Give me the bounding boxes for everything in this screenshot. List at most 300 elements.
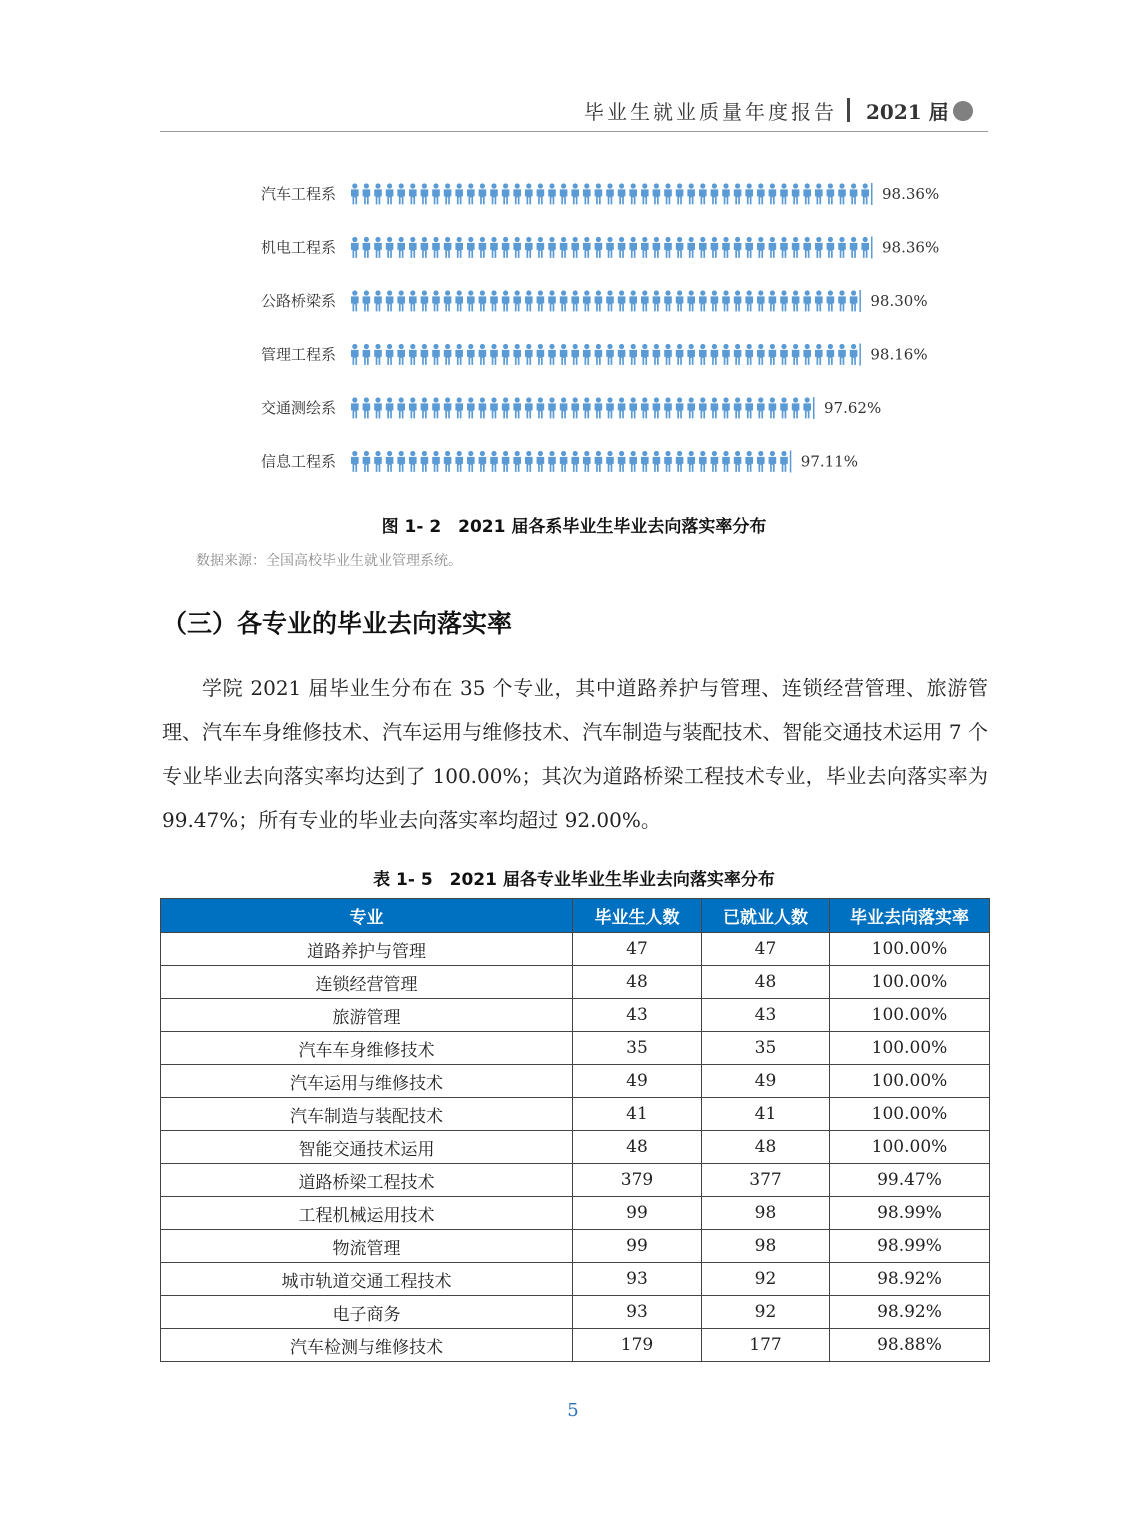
person-icon — [432, 397, 440, 418]
report-title: 毕业生就业质量年度报告 — [584, 100, 837, 124]
person-icon — [850, 183, 858, 204]
person-icon — [687, 237, 695, 258]
cell-graduates: 93 — [573, 1296, 702, 1329]
person-icon — [780, 397, 788, 418]
person-icon — [676, 344, 684, 365]
cell-rate: 100.00% — [830, 1032, 990, 1065]
person-icon — [409, 451, 417, 472]
person-icon — [780, 344, 788, 365]
person-icon — [363, 344, 371, 365]
cell-rate: 100.00% — [830, 933, 990, 966]
person-icon — [722, 344, 730, 365]
person-icon — [722, 397, 730, 418]
person-icon — [374, 397, 382, 418]
person-icon — [525, 397, 533, 418]
person-icon — [664, 183, 672, 204]
person-icon — [792, 237, 800, 258]
person-icon — [479, 344, 487, 365]
person-icon — [363, 397, 371, 418]
person-icon — [479, 451, 487, 472]
person-icon — [687, 451, 695, 472]
person-icon — [548, 237, 556, 258]
person-icon — [734, 290, 742, 311]
person-icon — [560, 290, 568, 311]
person-icon — [560, 451, 568, 472]
person-icon — [502, 397, 510, 418]
person-icon — [351, 290, 359, 311]
person-icon — [629, 451, 637, 472]
person-icon — [664, 344, 672, 365]
person-icon — [479, 183, 487, 204]
person-icon — [432, 183, 440, 204]
person-icon — [606, 290, 614, 311]
category-label: 管理工程系 — [260, 345, 336, 364]
person-icon — [571, 397, 579, 418]
person-icon — [537, 397, 545, 418]
person-icon — [792, 290, 800, 311]
person-icon — [722, 183, 730, 204]
person-icon — [386, 290, 394, 311]
table-row — [161, 1197, 990, 1230]
category-label: 机电工程系 — [260, 238, 336, 257]
person-icon — [490, 344, 498, 365]
cell-major: 城市轨道交通工程技术 — [161, 1263, 573, 1296]
person-icon — [641, 290, 649, 311]
person-icon — [397, 290, 405, 311]
person-icon — [861, 183, 869, 204]
person-icon — [583, 451, 591, 472]
person-icon — [734, 397, 742, 418]
value-label: 98.30% — [870, 292, 928, 310]
cell-major: 旅游管理 — [161, 999, 573, 1032]
person-icon — [537, 344, 545, 365]
cell-employed: 98 — [702, 1230, 830, 1263]
cell-rate: 99.47% — [830, 1164, 990, 1197]
person-icon — [537, 290, 545, 311]
pictogram-bar — [351, 344, 857, 365]
person-icon — [455, 344, 463, 365]
person-icon — [421, 397, 429, 418]
person-icon — [780, 290, 788, 311]
pictogram-bar — [351, 183, 869, 204]
cell-employed: 92 — [702, 1296, 830, 1329]
person-icon — [711, 397, 719, 418]
cell-employed: 177 — [702, 1329, 830, 1362]
person-icon — [583, 397, 591, 418]
person-icon — [641, 183, 649, 204]
person-icon — [838, 183, 846, 204]
person-icon — [653, 344, 661, 365]
person-icon — [548, 183, 556, 204]
cell-major: 物流管理 — [161, 1230, 573, 1263]
report-year: 2021 届 — [866, 100, 949, 124]
person-icon — [432, 344, 440, 365]
person-icon — [548, 344, 556, 365]
person-icon — [363, 237, 371, 258]
body-paragraph: 学院 2021 届毕业生分布在 35 个专业，其中道路养护与管理、连锁经营管理、旅游管理、汽车车身维修技术、汽车运用与维修技术、汽车制造与装配技术、智能交通技术运用 7 个专业毕业去向落实率均达到了 100.00%；其次为道路桥梁工程技术专业，毕业去向落实率为 99.47%；所有专业的毕业去向落实率均超过 92.00%。 — [162, 676, 988, 832]
person-icon — [351, 451, 359, 472]
cell-rate: 98.92% — [830, 1263, 990, 1296]
person-icon — [525, 183, 533, 204]
person-icon — [757, 183, 765, 204]
person-icon — [467, 183, 475, 204]
person-icon — [606, 344, 614, 365]
person-icon — [444, 344, 452, 365]
table-header-row — [161, 899, 990, 933]
person-icon — [595, 237, 603, 258]
person-icon — [618, 237, 626, 258]
person-icon — [745, 451, 753, 472]
person-icon — [711, 344, 719, 365]
person-icon — [467, 344, 475, 365]
cell-major: 汽车检测与维修技术 — [161, 1329, 573, 1362]
header-employed: 已就业人数 — [702, 899, 830, 933]
person-icon — [374, 290, 382, 311]
person-icon — [792, 397, 800, 418]
cell-rate: 98.99% — [830, 1197, 990, 1230]
person-icon — [769, 183, 777, 204]
section-heading: （三）各专业的毕业去向落实率 — [162, 609, 513, 638]
bar-end-marker — [871, 237, 873, 259]
person-icon — [653, 397, 661, 418]
person-icon — [803, 237, 811, 258]
person-icon — [699, 397, 707, 418]
header-dot-icon — [953, 101, 973, 121]
person-icon — [525, 344, 533, 365]
person-icon — [548, 451, 556, 472]
person-icon — [548, 290, 556, 311]
cell-graduates: 49 — [573, 1065, 702, 1098]
person-icon — [421, 344, 429, 365]
person-icon — [629, 397, 637, 418]
person-icon — [734, 451, 742, 472]
person-icon — [502, 344, 510, 365]
cell-major: 道路桥梁工程技术 — [161, 1164, 573, 1197]
person-icon — [734, 183, 742, 204]
person-icon — [351, 237, 359, 258]
person-icon — [595, 451, 603, 472]
category-label: 汽车工程系 — [260, 185, 336, 203]
pictogram-bar — [351, 290, 857, 311]
person-icon — [699, 344, 707, 365]
person-icon — [525, 237, 533, 258]
person-icon — [653, 183, 661, 204]
person-icon — [444, 397, 452, 418]
person-icon — [629, 290, 637, 311]
person-icon — [815, 237, 823, 258]
person-icon — [745, 290, 753, 311]
person-icon — [455, 451, 463, 472]
header-graduates: 毕业生人数 — [573, 899, 702, 933]
table-row — [161, 1032, 990, 1065]
person-icon — [386, 344, 394, 365]
person-icon — [664, 237, 672, 258]
person-icon — [455, 397, 463, 418]
person-icon — [676, 183, 684, 204]
person-icon — [397, 183, 405, 204]
person-icon — [850, 237, 858, 258]
cell-graduates: 379 — [573, 1164, 702, 1197]
cell-employed: 48 — [702, 1131, 830, 1164]
person-icon — [827, 290, 835, 311]
person-icon — [757, 344, 765, 365]
person-icon — [827, 237, 835, 258]
person-icon — [757, 397, 765, 418]
person-icon — [363, 451, 371, 472]
person-icon — [734, 237, 742, 258]
person-icon — [490, 237, 498, 258]
person-icon — [374, 344, 382, 365]
person-icon — [571, 290, 579, 311]
person-icon — [699, 237, 707, 258]
person-icon — [444, 451, 452, 472]
table-row — [161, 1296, 990, 1329]
person-icon — [467, 397, 475, 418]
person-icon — [374, 183, 382, 204]
table-row — [161, 1263, 990, 1296]
category-label: 交通测绘系 — [260, 399, 336, 417]
person-icon — [780, 183, 788, 204]
person-icon — [513, 451, 521, 472]
person-icon — [374, 237, 382, 258]
person-icon — [513, 183, 521, 204]
cell-graduates: 47 — [573, 933, 702, 966]
person-icon — [699, 183, 707, 204]
cell-graduates: 43 — [573, 999, 702, 1032]
person-icon — [618, 290, 626, 311]
person-icon — [838, 344, 846, 365]
person-icon — [571, 237, 579, 258]
person-icon — [850, 290, 858, 311]
person-icon — [571, 344, 579, 365]
person-icon — [606, 397, 614, 418]
cell-employed: 47 — [702, 933, 830, 966]
person-icon — [838, 237, 846, 258]
cell-employed: 48 — [702, 966, 830, 999]
person-icon — [409, 290, 417, 311]
person-icon — [861, 237, 869, 258]
header-major: 专业 — [161, 899, 573, 933]
person-icon — [490, 451, 498, 472]
person-icon — [827, 183, 835, 204]
person-icon — [711, 290, 719, 311]
table-row — [161, 1098, 990, 1131]
person-icon — [583, 183, 591, 204]
person-icon — [467, 451, 475, 472]
person-icon — [699, 451, 707, 472]
value-label: 98.16% — [870, 345, 928, 364]
person-icon — [653, 237, 661, 258]
person-icon — [815, 183, 823, 204]
person-icon — [687, 183, 695, 204]
person-icon — [711, 237, 719, 258]
person-icon — [745, 237, 753, 258]
person-icon — [351, 183, 359, 204]
person-icon — [676, 237, 684, 258]
cell-employed: 92 — [702, 1263, 830, 1296]
bar-end-marker — [859, 290, 861, 312]
person-icon — [711, 183, 719, 204]
person-icon — [479, 397, 487, 418]
person-icon — [467, 290, 475, 311]
person-icon — [455, 237, 463, 258]
person-icon — [595, 290, 603, 311]
category-label: 公路桥梁系 — [260, 292, 336, 310]
person-icon — [490, 397, 498, 418]
cell-rate: 100.00% — [830, 999, 990, 1032]
person-icon — [479, 290, 487, 311]
person-icon — [653, 290, 661, 311]
department-rate-chart — [230, 168, 950, 488]
person-icon — [618, 183, 626, 204]
person-icon — [351, 344, 359, 365]
person-icon — [606, 237, 614, 258]
person-icon — [769, 290, 777, 311]
person-icon — [595, 183, 603, 204]
person-icon — [803, 344, 811, 365]
cell-employed: 377 — [702, 1164, 830, 1197]
person-icon — [571, 183, 579, 204]
person-icon — [513, 344, 521, 365]
cell-employed: 43 — [702, 999, 830, 1032]
person-icon — [409, 344, 417, 365]
person-icon — [571, 451, 579, 472]
pictogram-bar — [351, 451, 788, 472]
person-icon — [525, 451, 533, 472]
person-icon — [734, 344, 742, 365]
person-icon — [432, 290, 440, 311]
person-icon — [502, 451, 510, 472]
person-icon — [687, 344, 695, 365]
person-icon — [780, 451, 788, 472]
cell-major: 工程机械运用技术 — [161, 1197, 573, 1230]
person-icon — [444, 183, 452, 204]
person-icon — [641, 451, 649, 472]
person-icon — [757, 451, 765, 472]
person-icon — [467, 237, 475, 258]
cell-major: 汽车制造与装配技术 — [161, 1098, 573, 1131]
value-label: 98.36% — [882, 238, 940, 257]
person-icon — [421, 451, 429, 472]
person-icon — [780, 237, 788, 258]
cell-rate: 98.88% — [830, 1329, 990, 1362]
person-icon — [409, 397, 417, 418]
bar-end-marker — [813, 397, 815, 419]
cell-rate: 98.99% — [830, 1230, 990, 1263]
cell-major: 电子商务 — [161, 1296, 573, 1329]
page-number: 5 — [567, 1400, 579, 1421]
person-icon — [525, 290, 533, 311]
person-icon — [502, 237, 510, 258]
person-icon — [490, 290, 498, 311]
person-icon — [537, 237, 545, 258]
cell-graduates: 41 — [573, 1098, 702, 1131]
table-row — [161, 1164, 990, 1197]
table-row — [161, 999, 990, 1032]
person-icon — [745, 183, 753, 204]
header-separator — [847, 98, 850, 122]
cell-major: 智能交通技术运用 — [161, 1131, 573, 1164]
bar-end-marker — [790, 451, 792, 473]
person-icon — [583, 290, 591, 311]
person-icon — [386, 237, 394, 258]
person-icon — [629, 344, 637, 365]
person-icon — [676, 397, 684, 418]
person-icon — [374, 451, 382, 472]
person-icon — [664, 451, 672, 472]
cell-employed: 49 — [702, 1065, 830, 1098]
person-icon — [537, 451, 545, 472]
person-icon — [641, 397, 649, 418]
table-row — [161, 1230, 990, 1263]
person-icon — [560, 397, 568, 418]
person-icon — [513, 290, 521, 311]
person-icon — [618, 451, 626, 472]
cell-rate: 100.00% — [830, 1065, 990, 1098]
person-icon — [421, 183, 429, 204]
cell-major: 汽车运用与维修技术 — [161, 1065, 573, 1098]
person-icon — [664, 290, 672, 311]
table-row — [161, 966, 990, 999]
person-icon — [455, 290, 463, 311]
person-icon — [455, 183, 463, 204]
person-icon — [502, 183, 510, 204]
person-icon — [827, 344, 835, 365]
person-icon — [722, 237, 730, 258]
person-icon — [444, 290, 452, 311]
person-icon — [664, 397, 672, 418]
person-icon — [502, 290, 510, 311]
person-icon — [513, 397, 521, 418]
person-icon — [641, 237, 649, 258]
person-icon — [641, 344, 649, 365]
person-icon — [386, 183, 394, 204]
value-label: 97.11% — [800, 452, 859, 471]
person-icon — [803, 183, 811, 204]
person-icon — [803, 290, 811, 311]
person-icon — [409, 237, 417, 258]
person-icon — [606, 451, 614, 472]
cell-major: 道路养护与管理 — [161, 933, 573, 966]
person-icon — [687, 290, 695, 311]
cell-graduates: 99 — [573, 1230, 702, 1263]
cell-graduates: 99 — [573, 1197, 702, 1230]
cell-major: 连锁经营管理 — [161, 966, 573, 999]
person-icon — [560, 183, 568, 204]
person-icon — [583, 344, 591, 365]
person-icon — [397, 237, 405, 258]
bar-end-marker — [859, 344, 861, 366]
person-icon — [409, 183, 417, 204]
person-icon — [618, 344, 626, 365]
pictogram-bar — [351, 397, 811, 418]
person-icon — [397, 344, 405, 365]
cell-graduates: 35 — [573, 1032, 702, 1065]
person-icon — [537, 183, 545, 204]
cell-major: 汽车车身维修技术 — [161, 1032, 573, 1065]
person-icon — [815, 290, 823, 311]
cell-employed: 35 — [702, 1032, 830, 1065]
person-icon — [490, 183, 498, 204]
person-icon — [722, 290, 730, 311]
person-icon — [351, 397, 359, 418]
person-icon — [815, 344, 823, 365]
person-icon — [397, 397, 405, 418]
major-rate-table — [160, 898, 990, 1362]
person-icon — [803, 397, 811, 418]
person-icon — [444, 237, 452, 258]
bar-end-marker — [871, 183, 873, 205]
